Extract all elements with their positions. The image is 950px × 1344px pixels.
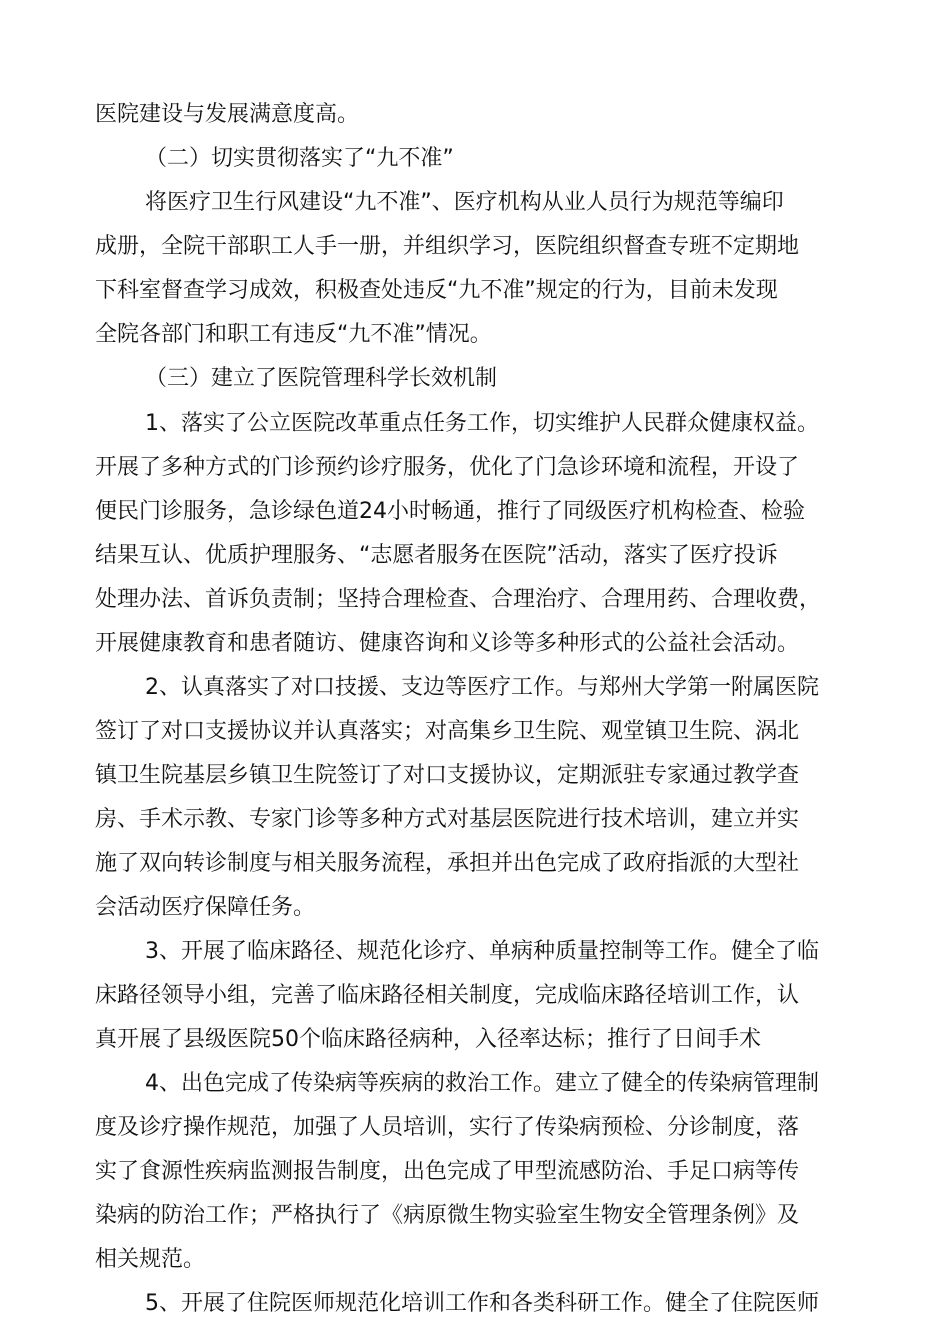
section-heading: （三）建立了医院管理科学长效机制 (145, 366, 498, 391)
body-text-line: 开展了多种方式的门诊预约诊疗服务，优化了门急诊环境和流程，开设了 (95, 455, 800, 480)
body-text-line: 全院各部门和职工有违反“九不准”情况。 (95, 322, 492, 347)
body-text-line: 染病的防治工作；严格执行了《病原微生物实验室生物安全管理条例》及 (95, 1203, 800, 1228)
body-text-line: 真开展了县级医院50个临床路径病种，入径率达标；推行了日间手术 (95, 1027, 761, 1052)
body-text-line: 开展健康教育和患者随访、健康咨询和义诊等多种形式的公益社会活动。 (95, 631, 800, 656)
body-text-line: 签订了对口支援协议并认真落实；对高集乡卫生院、观堂镇卫生院、涡北 (95, 719, 800, 744)
body-text-line: 结果互认、优质护理服务、“志愿者服务在医院”活动，落实了医疗投诉 (95, 543, 778, 568)
body-text-line: 下科室督查学习成效，积极查处违反“九不准”规定的行为，目前未发现 (95, 278, 778, 303)
body-text-line: 相关规范。 (95, 1247, 206, 1272)
section-heading: （二）切实贯彻落实了“九不准” (145, 146, 454, 171)
body-text-line: 成册，全院干部职工人手一册，并组织学习，医院组织督查专班不定期地 (95, 234, 800, 259)
paragraph-start-line: 5、开展了住院医师规范化培训工作和各类科研工作。健全了住院医师 (145, 1291, 819, 1316)
body-text-line: 会活动医疗保障任务。 (95, 895, 316, 920)
body-text-line: 处理办法、首诉负责制；坚持合理检查、合理治疗、合理用药、合理收费， (95, 587, 822, 612)
body-text-line: 床路径领导小组，完善了临床路径相关制度，完成临床路径培训工作，认 (95, 983, 800, 1008)
body-text-line: 便民门诊服务，急诊绿色道24小时畅通，推行了同级医疗机构检查、检验 (95, 499, 805, 524)
body-text-line: 房、手术示教、专家门诊等多种方式对基层医院进行技术培训，建立并实 (95, 807, 800, 832)
paragraph-start-line: 3、开展了临床路径、规范化诊疗、单病种质量控制等工作。健全了临 (145, 939, 819, 964)
paragraph-start-line: 将医疗卫生行风建设“九不准”、医疗机构从业人员行为规范等编印 (145, 190, 784, 215)
paragraph-start-line: 4、出色完成了传染病等疾病的救治工作。建立了健全的传染病管理制 (145, 1071, 819, 1096)
body-text-line: 实了食源性疾病监测报告制度，出色完成了甲型流感防治、手足口病等传 (95, 1159, 800, 1184)
body-text-line: 施了双向转诊制度与相关服务流程，承担并出色完成了政府指派的大型社 (95, 851, 800, 876)
paragraph-start-line: 2、认真落实了对口技援、支边等医疗工作。与郑州大学第一附属医院 (145, 675, 819, 700)
body-text-line: 度及诊疗操作规范，加强了人员培训，实行了传染病预检、分诊制度，落 (95, 1115, 800, 1140)
body-text-line: 医院建设与发展满意度高。 (95, 102, 360, 127)
paragraph-start-line: 1、落实了公立医院改革重点任务工作，切实维护人民群众健康权益。 (145, 411, 819, 436)
body-text-line: 镇卫生院基层乡镇卫生院签订了对口支援协议，定期派驻专家通过教学查 (95, 763, 800, 788)
